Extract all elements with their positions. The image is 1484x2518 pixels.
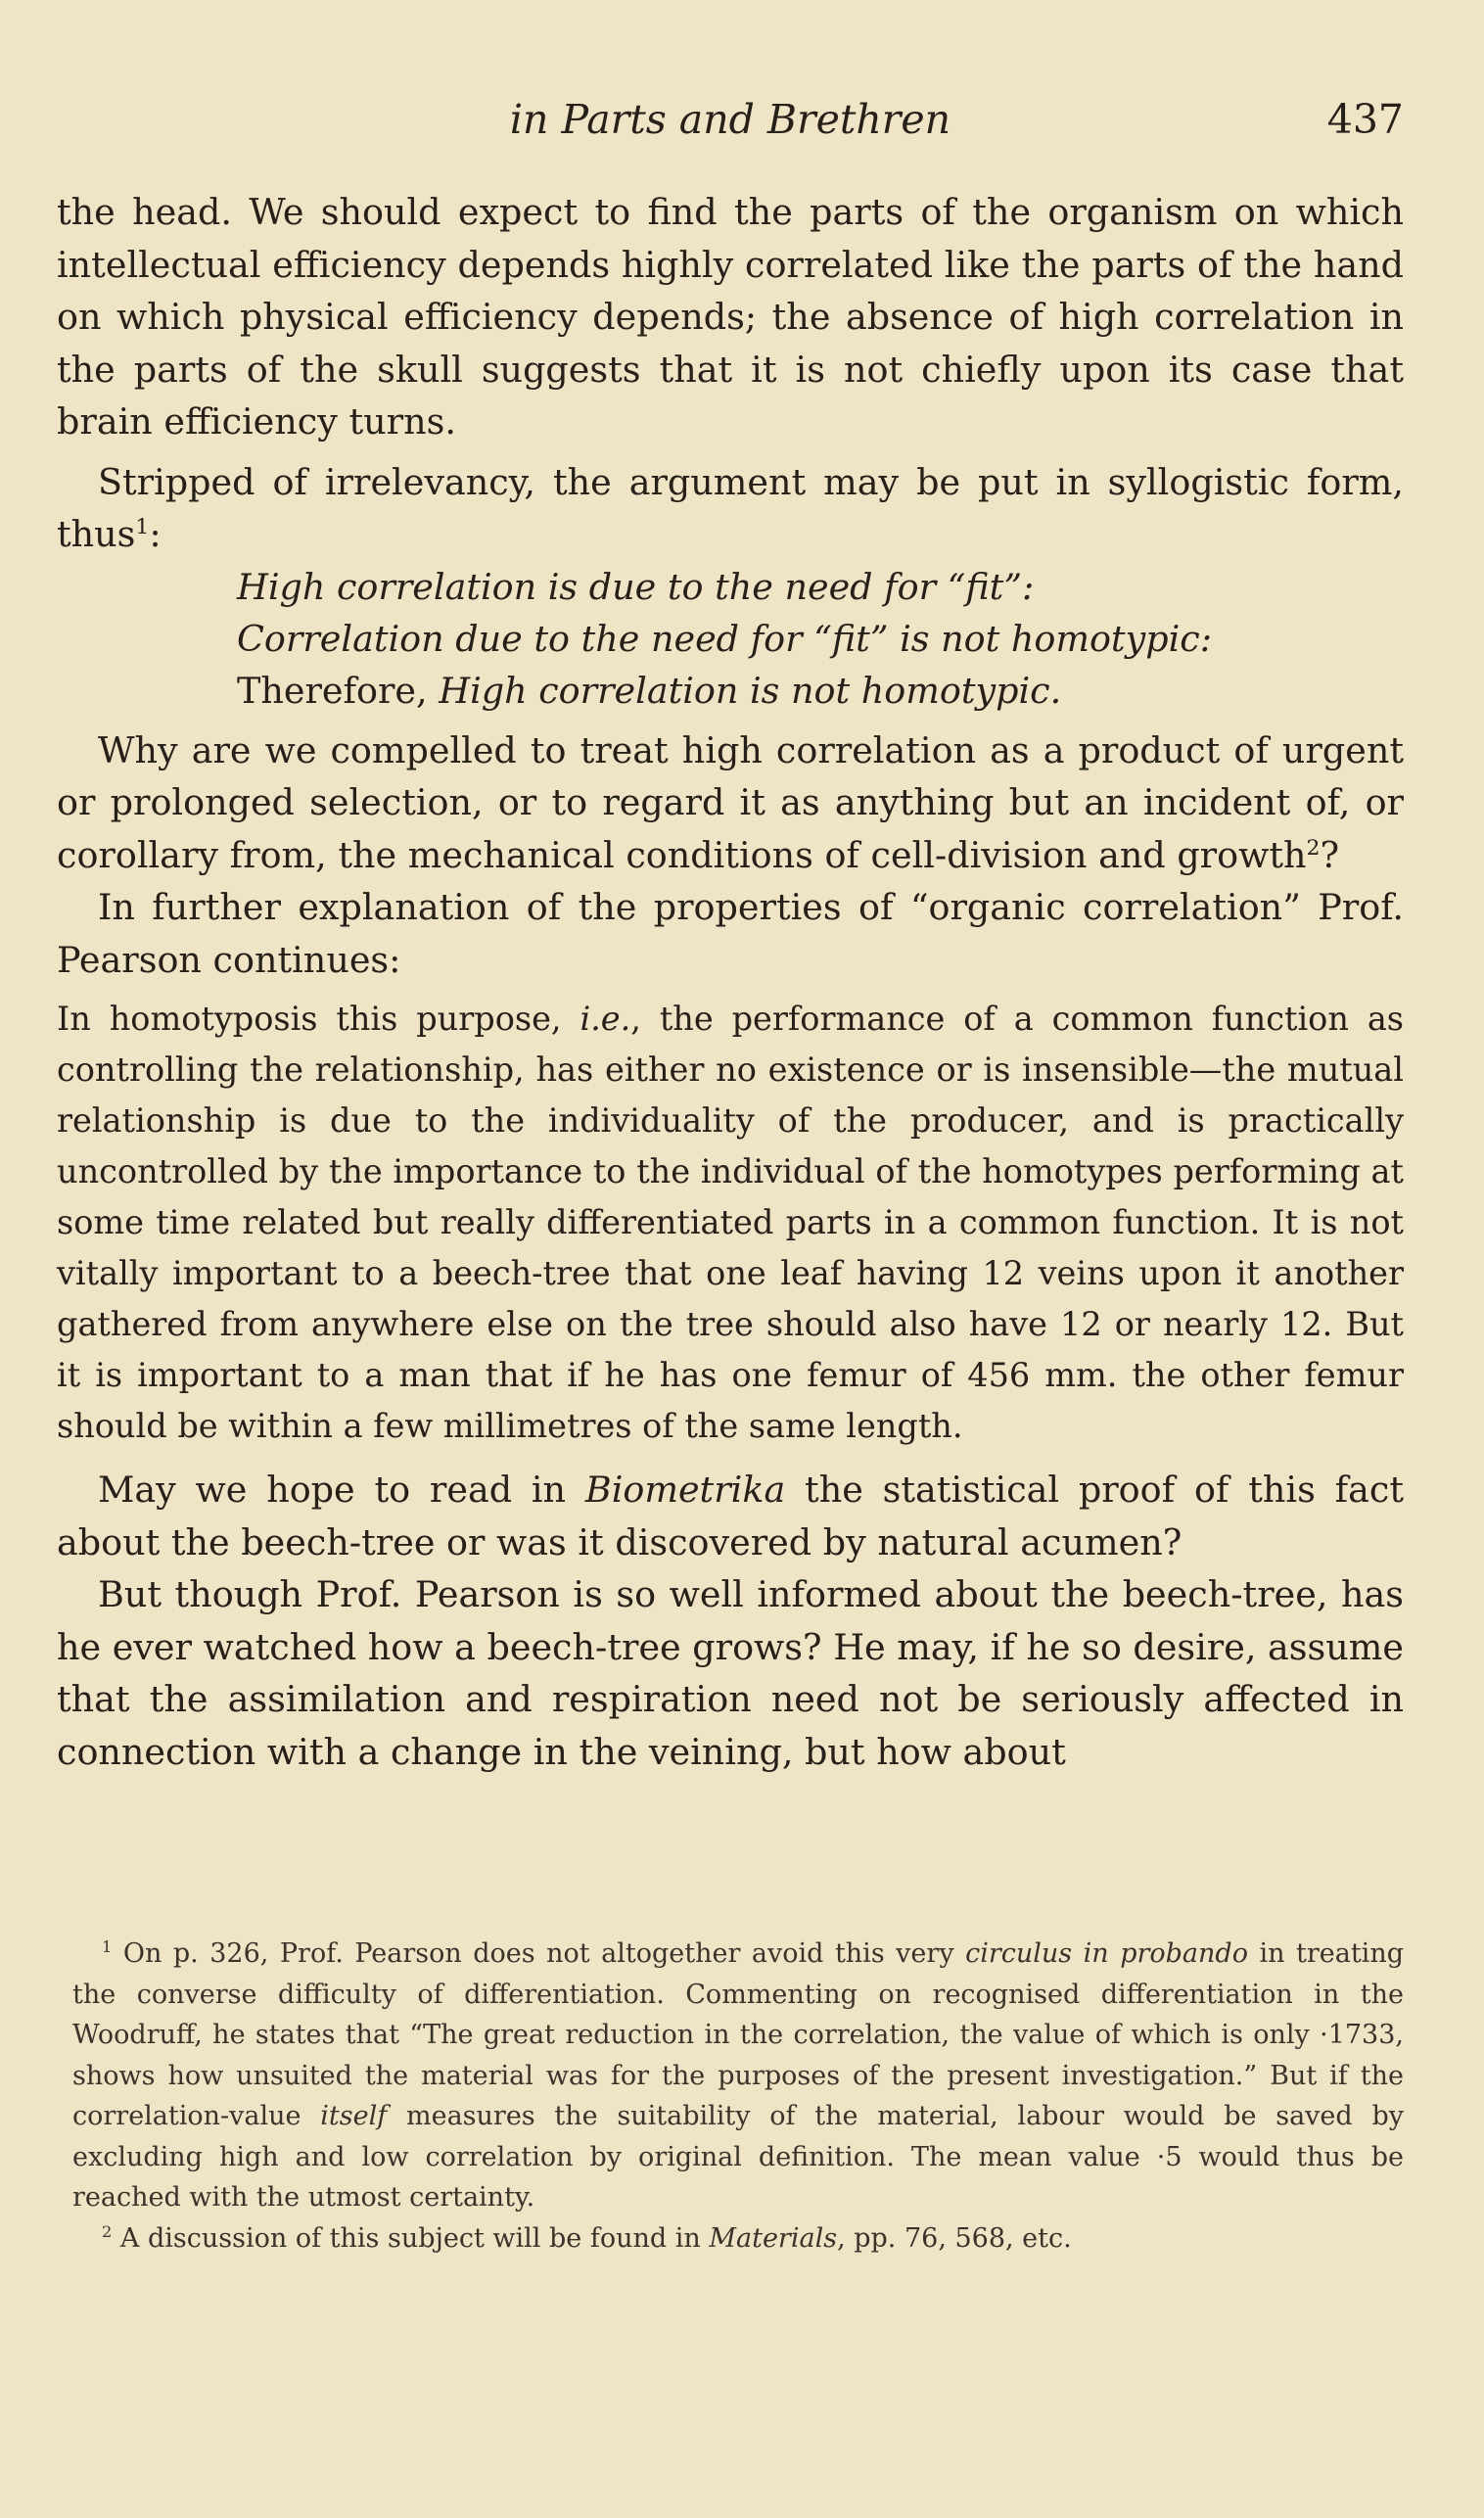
footnote-1-text-c: measures the suitability of the material, labour would be saved by excluding high and low correlation by original definition. The mean value ·5 would thus be reached with the utmost certainty.: [72, 2101, 1404, 2213]
paragraph-2: [57, 456, 1404, 561]
paragraph-2-text: Stripped of irrelevancy, the argument may be put in syllogistic form, thus: [57, 460, 1404, 555]
syllogism: [237, 561, 1404, 717]
quote-part-2: , the performance of a common function as controlling the relationship, has either no existence or is insensible—the mutual relationship is due to the individuality of the producer, and is practically uncontrolled by the importance to the individual of the homotypes performing at some time related but really differentiated parts in a common function. It is not vitally important to a beech-tree that one leaf having 12 veins upon it another gathered from anywhere else on the tree should also have 12 or nearly 12. But it is important to a man that if he has one femur of 456 mm. the other femur should be within a few millimetres of the same length.: [57, 1000, 1404, 1445]
block-quote: [57, 994, 1404, 1452]
paragraph-3: [57, 724, 1404, 882]
paragraph-4: In further explanation of the properties of “organic correlation” Prof. Pearson continues:: [57, 886, 1404, 981]
footnote-1-italic-2: itself: [320, 2101, 388, 2131]
paragraph-3-end: ?: [1320, 833, 1340, 876]
syllogism-major-premise: High correlation is due to the need for “fit”:: [237, 565, 1035, 608]
footnote-2-mark: 2: [102, 2221, 113, 2241]
footnote-1-italic: circulus in probando: [965, 1938, 1248, 1969]
main-text: [57, 186, 1404, 1778]
footnote-1-text-a: On p. 326, Prof. Pearson does not altogether avoid this very: [112, 1938, 966, 1969]
footnotes: [72, 1934, 1404, 2259]
paragraph-5: [57, 1464, 1404, 1568]
conclusion-lead: Therefore,: [237, 669, 440, 712]
footnote-2-italic: Materials: [709, 2222, 838, 2254]
paragraph-1: the head. We should expect to find the parts of the organism on which intellectual efficiency depends highly correlated like the parts of the hand on which physical efficiency depends; the absence of high correlation in the parts of the skull suggests that it is not chiefly upon its case that brain efficiency turns.: [57, 191, 1404, 443]
footnote-2-text-a: A discussion of this subject will be found in: [112, 2222, 710, 2254]
footnote-1-text-b: in treating the converse difficulty of differentiation. Commenting on recognised differentiation in the Woodruff, he states that “The great reduction in the correlation, the value of which is only ·1733, shows how unsuited the material was for the purposes of the present investigation.” But if the correlation-value: [72, 1938, 1404, 2131]
footnote-1: [72, 1934, 1404, 2218]
running-title: in Parts and Brethren: [509, 96, 951, 143]
paragraph-6: But though Prof. Pearson is so well informed about the beech-tree, has he ever watched how a beech-tree grows? He may, if he so desire, assume that the assimilation and respiration need not be seriously affected in connection with a change in the veining, but how about: [57, 1573, 1404, 1773]
footnote-2: [72, 2218, 1404, 2260]
paragraph-3-text: Why are we compelled to treat high correlation as a product of urgent or prolonged selection, or to regard it as anything but an incident of, or corollary from, the mechanical conditions of cell-division and growth: [57, 728, 1404, 876]
conclusion-text: High correlation is not homotypic.: [439, 669, 1062, 712]
syllogism-conclusion: [237, 665, 1404, 717]
page-number: 437: [1326, 96, 1404, 143]
biometrika-title: Biometrika: [584, 1469, 786, 1511]
page-header: [57, 96, 1404, 155]
quote-ie: i.e.: [580, 1000, 631, 1038]
paragraph-5-end: the statistical proof of this fact about the beech-tree or was it discovered by natural acumen?: [57, 1469, 1404, 1563]
footnote-2-text-b: , pp. 76, 568, etc.: [837, 2222, 1072, 2254]
paragraph-2-end: :: [149, 513, 162, 555]
syllogism-minor-premise: Correlation due to the need for “fit” is not homotypic:: [237, 617, 1212, 660]
footnote-1-mark: 1: [102, 1937, 113, 1956]
footnote-ref-1: 1: [135, 514, 150, 539]
quote-part-1: In homotyposis this purpose,: [57, 1000, 580, 1038]
quote-text: [57, 994, 1404, 1452]
footnote-ref-2: 2: [1306, 835, 1321, 861]
paragraph-5-text: May we hope to read in: [98, 1469, 585, 1511]
